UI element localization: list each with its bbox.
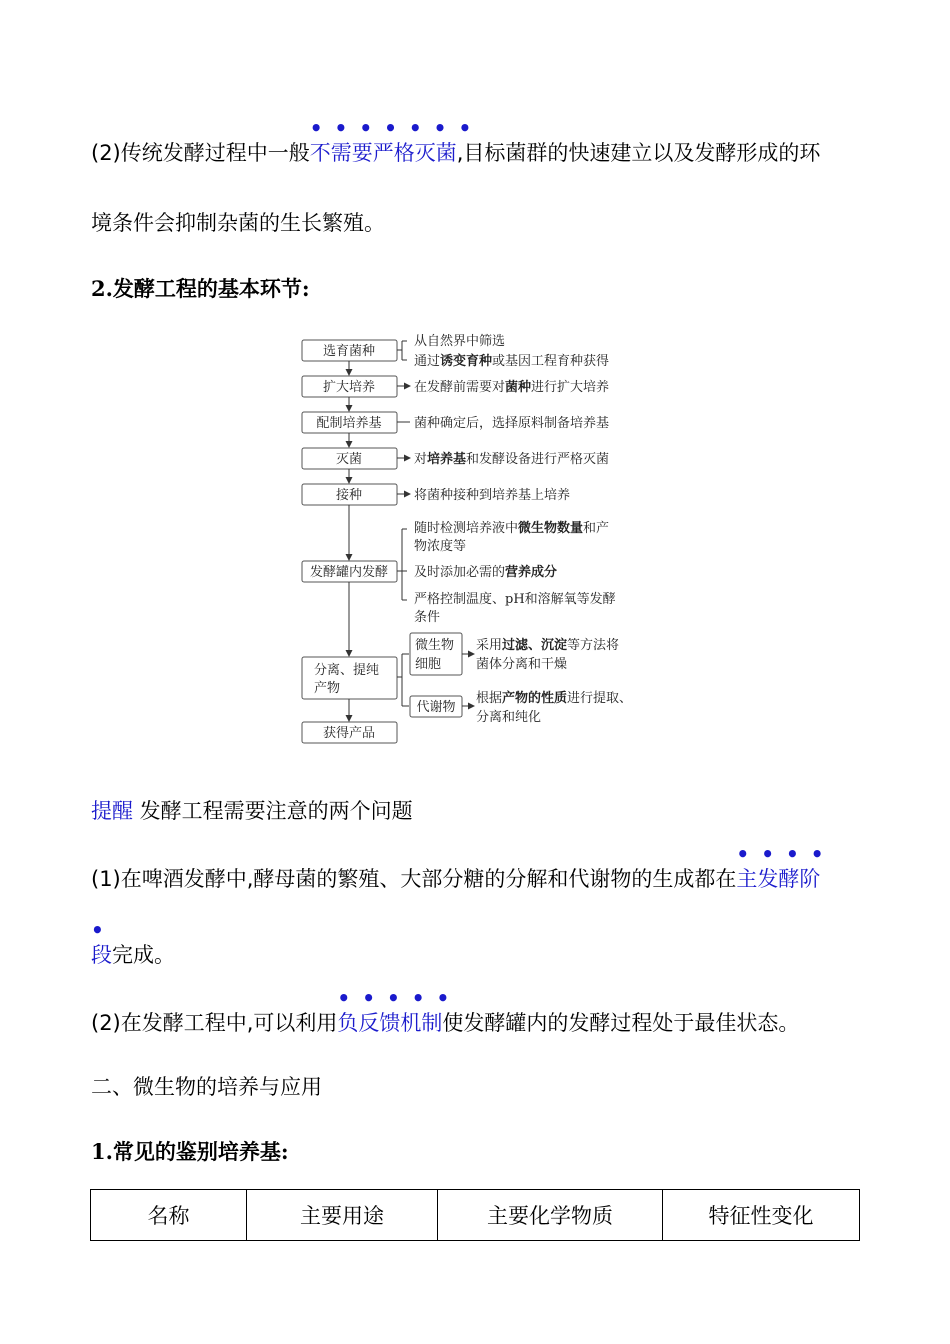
note-expand: 在发酵前需要对菌种进行扩大培养 <box>414 380 610 395</box>
note-cell-1: 采用过滤、沉淀等方法将 <box>476 638 620 653</box>
paragraph-traditional-fermentation: (2)传统发酵过程中一般 ••••••• 不需要严格灭菌,目标菌群的快速建立以及发酵形成的环 <box>91 138 820 168</box>
table-header-row <box>91 1190 860 1241</box>
emphasis-main-fermentation: •••• 主发酵阶 <box>736 867 820 891</box>
emphasis-dots: ••••• <box>337 986 462 1010</box>
step-sterilize: 灭菌 <box>335 452 363 467</box>
note-ferm-3-cont: 条件 <box>414 610 441 625</box>
box-metabolite: 代谢物 <box>416 700 456 715</box>
reminder-heading <box>91 796 413 826</box>
step-product: 产物 <box>314 681 341 696</box>
note-meta-1: 根据产物的性质进行提取、 <box>476 691 633 706</box>
note-ferm-3: 严格控制温度、pH和溶解氧等发酵 <box>414 592 616 607</box>
step-inoculate: 接种 <box>335 488 363 503</box>
section-title-basic-steps: 2.发酵工程的基本环节: <box>91 276 310 301</box>
table-header-change: 特征性变化 <box>663 1190 860 1241</box>
note-breed-1: 从自然界中筛选 <box>414 334 506 349</box>
fermentation-flow-diagram <box>290 325 660 750</box>
step-expand-culture: 扩大培养 <box>322 380 376 395</box>
step-prepare-medium: 配制培养基 <box>316 416 382 431</box>
step-obtain-product: 获得产品 <box>322 726 376 741</box>
reminder-item-2: (2)在发酵工程中,可以利用 ••••• 负反馈机制使发酵罐内的发酵过程处于最佳状态。 <box>91 1008 799 1038</box>
paragraph-traditional-fermentation-line2: 境条件会抑制杂菌的生长繁殖。 <box>91 211 385 235</box>
table-header-name: 名称 <box>91 1190 247 1241</box>
section-ii-subtitle: 1.常见的鉴别培养基: <box>91 1139 289 1164</box>
emphasis-negative-feedback: ••••• 负反馈机制 <box>337 1011 442 1035</box>
identification-medium-table <box>90 1189 860 1241</box>
note-ferm-1-cont: 物浓度等 <box>414 539 467 554</box>
table-header-chemicals: 主要化学物质 <box>438 1190 663 1241</box>
note-ferm-1: 随时检测培养液中微生物数量和产 <box>414 521 610 536</box>
reminder-item-1-line2: • 段完成。 <box>91 940 175 970</box>
emphasis-no-strict-sterilization: ••••••• 不需要严格灭菌 <box>310 141 457 165</box>
reminder-label: 提醒 <box>91 799 133 823</box>
table-header-usage: 主要用途 <box>247 1190 438 1241</box>
step-separate-purify: 分离、提纯 <box>314 663 380 678</box>
emphasis-dots: •••• <box>736 842 836 866</box>
step-tank-fermentation: 发酵罐内发酵 <box>309 565 389 580</box>
step-select-strain: 选育菌种 <box>322 344 376 359</box>
note-cell-2: 菌体分离和干燥 <box>476 657 568 672</box>
reminder-title: 发酵工程需要注意的两个问题 <box>133 799 413 823</box>
reminder-item-1: (1)在啤酒发酵中,酵母菌的繁殖、大部分糖的分解和代谢物的生成都在 •••• 主发酵阶 <box>91 864 820 894</box>
note-inoculate: 将菌种接种到培养基上培养 <box>414 488 571 503</box>
box-microbial-cell-2: 细胞 <box>415 657 442 672</box>
note-meta-2: 分离和纯化 <box>476 710 542 725</box>
emphasis-dots: • <box>91 918 116 942</box>
note-medium: 菌种确定后，选择原料制备培养基 <box>414 416 610 431</box>
note-sterilize: 对培养基和发酵设备进行严格灭菌 <box>414 452 610 467</box>
box-microbial-cell-1: 微生物 <box>415 638 455 653</box>
section-ii-title: 二、微生物的培养与应用 <box>91 1075 322 1099</box>
emphasis-main-fermentation-cont: • 段 <box>91 943 112 967</box>
note-ferm-2: 及时添加必需的营养成分 <box>414 565 558 580</box>
emphasis-dots: ••••••• <box>309 116 484 140</box>
note-breed-2: 通过诱变育种或基因工程育种获得 <box>414 354 610 369</box>
